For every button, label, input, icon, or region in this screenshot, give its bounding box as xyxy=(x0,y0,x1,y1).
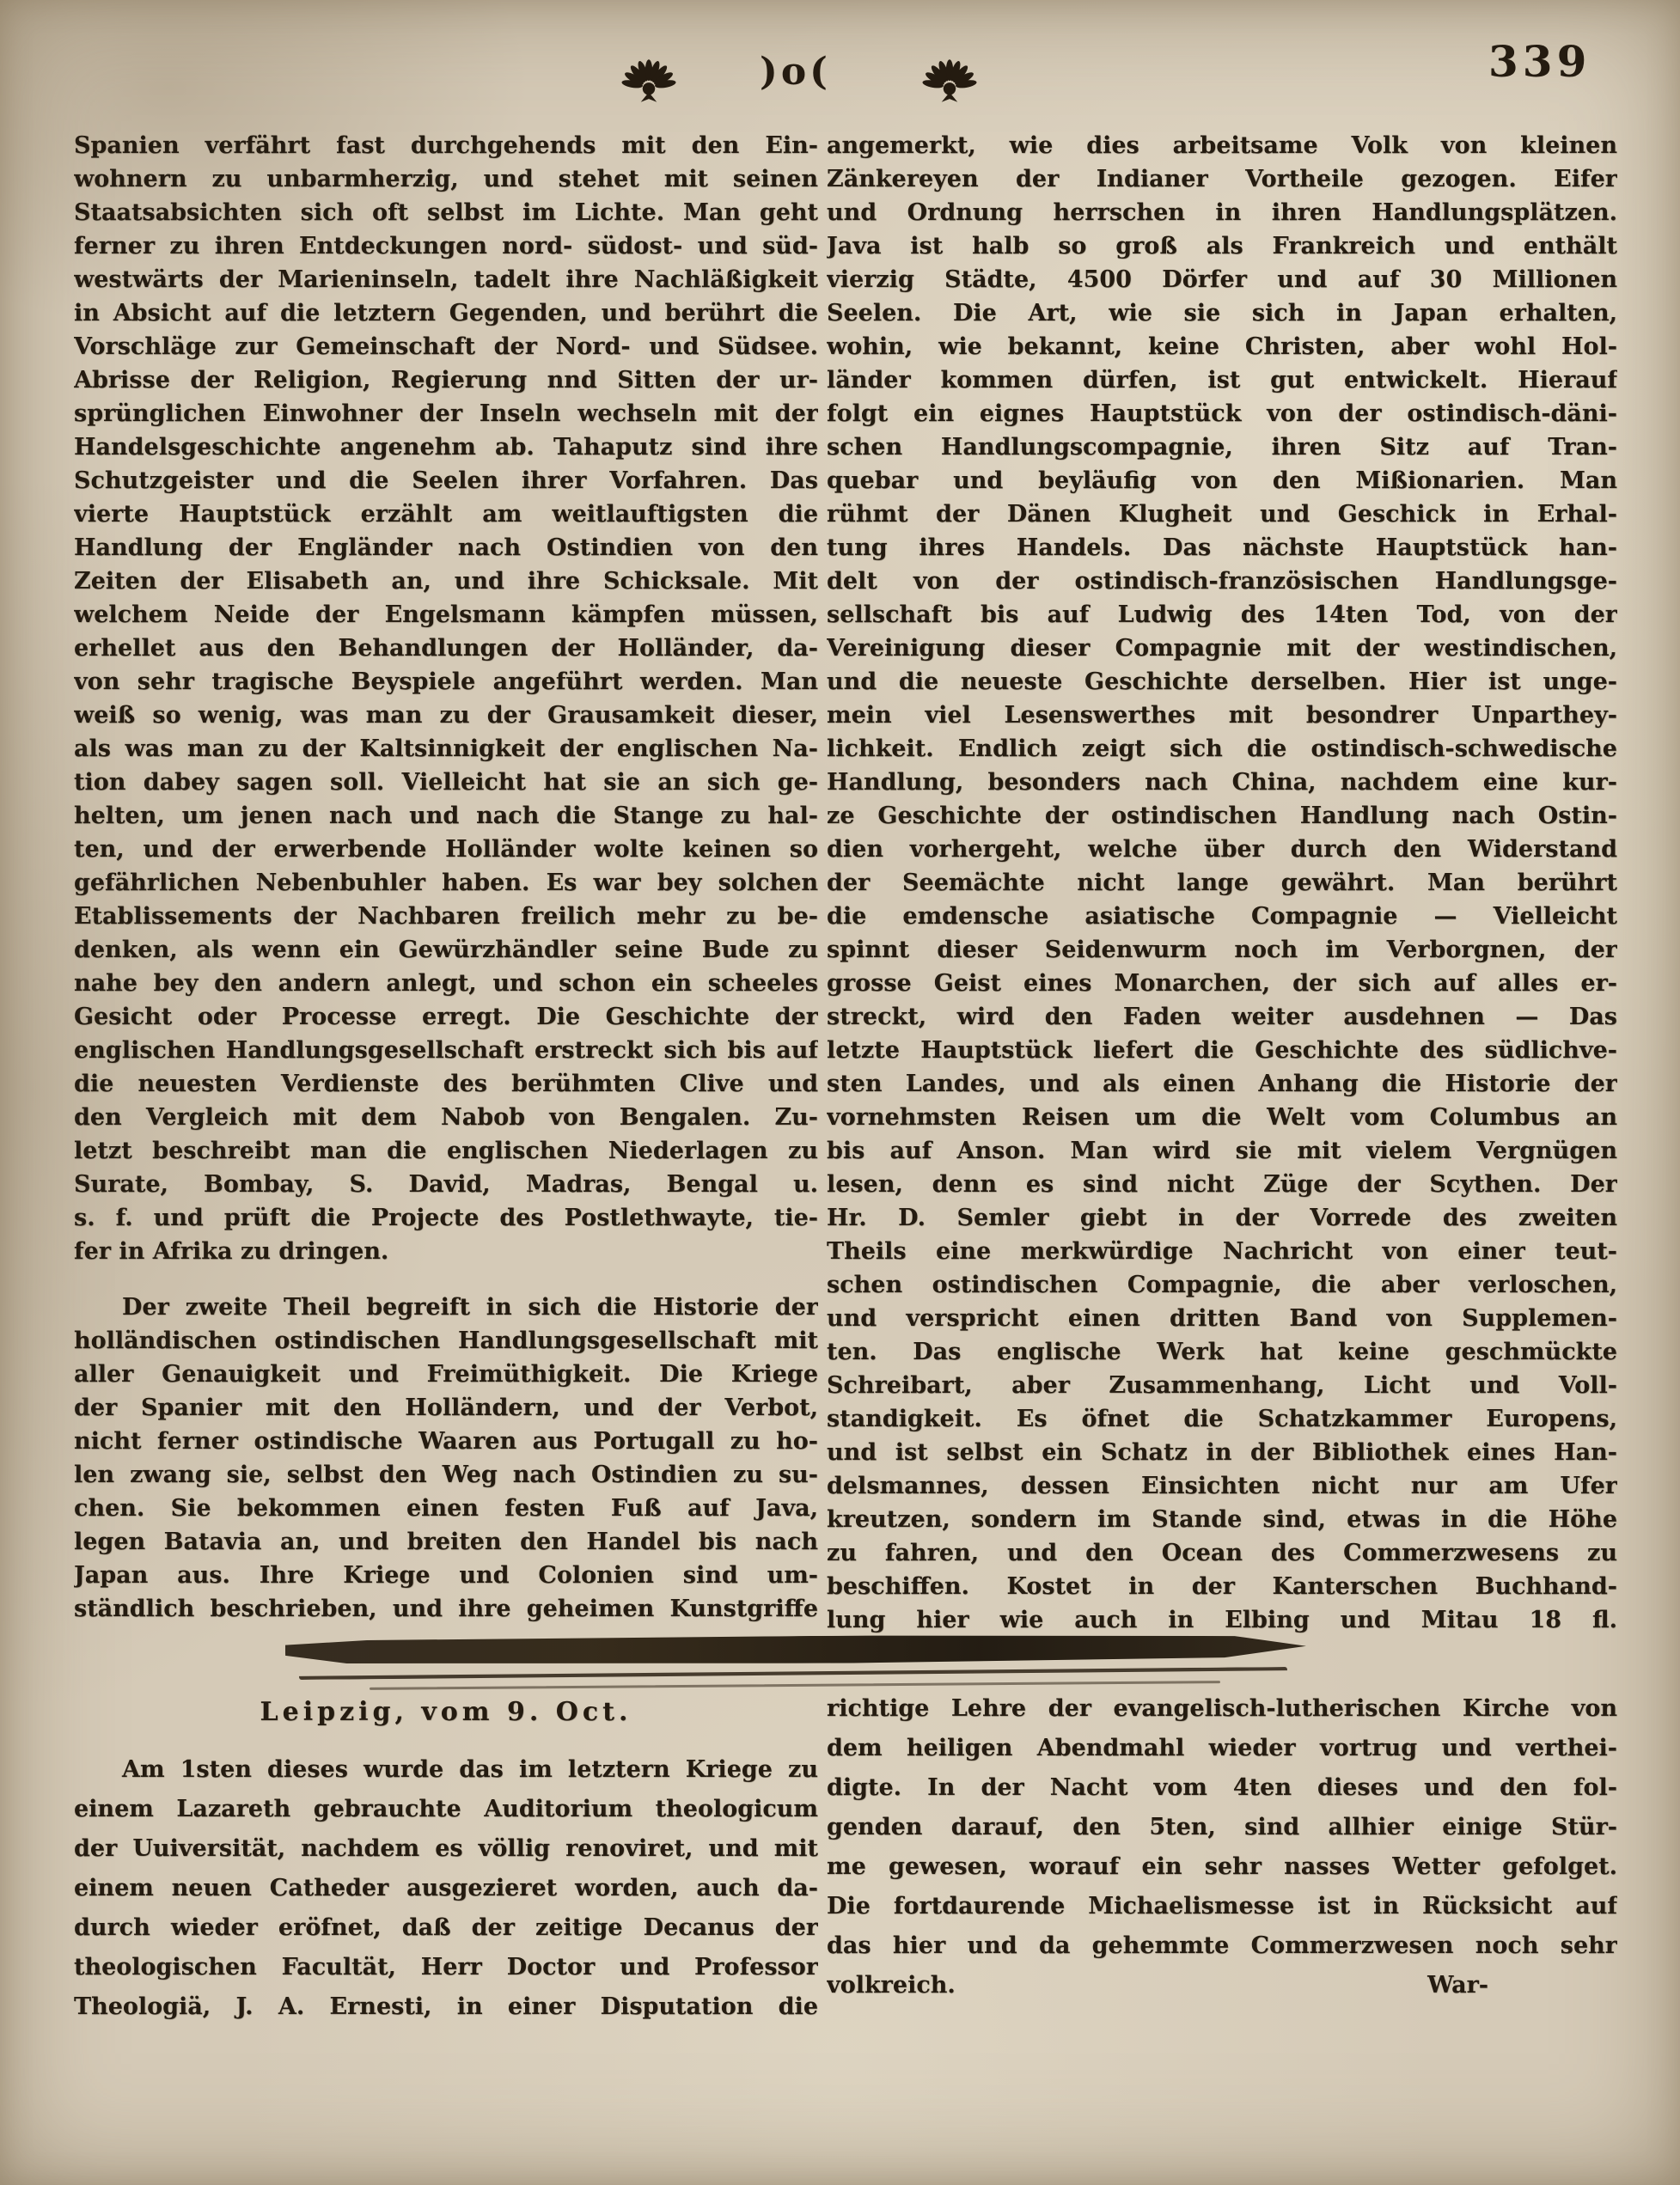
text-line xyxy=(74,1268,818,1291)
text-line: letzt beschreibt man die englischen Niederlagen zu xyxy=(74,1138,818,1164)
text-line: Vorschläge zur Gemeinschaft der Nord- und Südsee. xyxy=(74,333,818,360)
page-header xyxy=(0,36,1680,125)
text-line: erhellet aus den Behandlungen der Holländer, da- xyxy=(74,635,818,662)
page-number: 339 xyxy=(1488,36,1591,87)
text-line: quebar und beyläufig von den Mißionarien. Man xyxy=(827,467,1617,494)
text-line: welchem Neide der Engelsmann kämpfen müssen, xyxy=(74,601,818,628)
text-line: Die fortdaurende Michaelismesse ist in Rücksicht auf xyxy=(827,1893,1617,1920)
text-fragment: volkreich. xyxy=(827,1972,956,1999)
text-line: helten, um jenen nach und nach die Stange zu hal- xyxy=(74,803,818,829)
text-line: Schreibart, aber Zusammenhang, Licht und Voll- xyxy=(827,1372,1617,1399)
text-line: Staatsabsichten sich oft selbst im Lichte. Man geht xyxy=(74,199,818,226)
text-line: Gesicht oder Processe erregt. Die Geschichte der xyxy=(74,1004,818,1030)
text-line: einem neuen Catheder ausgezieret worden, auch da- xyxy=(74,1875,818,1901)
text-line: den Vergleich mit dem Nabob von Bengalen. Zu- xyxy=(74,1104,818,1131)
text-line: schen Handlungscompagnie, ihren Sitz auf Tran- xyxy=(827,434,1617,461)
text-line: legen Batavia an, und breiten den Handel bis nach xyxy=(74,1529,818,1555)
text-line: tung ihres Handels. Das nächste Hauptstück han- xyxy=(827,534,1617,561)
text-line: und ist selbst ein Schatz in der Bibliothek eines Han- xyxy=(827,1439,1617,1466)
text-line: vornehmsten Reisen um die Welt vom Columbus an xyxy=(827,1104,1617,1131)
text-line: sten Landes, und als einen Anhang die Historie der xyxy=(827,1071,1617,1097)
text-line: als was man zu der Kaltsinnigkeit der englischen Na- xyxy=(74,735,818,762)
text-line: ferner zu ihren Entdeckungen nord- südost- und süd- xyxy=(74,233,818,259)
text-line: sprünglichen Einwohner der Inseln wechseln mit der xyxy=(74,400,818,427)
news-right-column xyxy=(827,1689,1617,2005)
text-line: letzte Hauptstück liefert die Geschichte des südlichve- xyxy=(827,1037,1617,1064)
text-line: Handlung der Engländer nach Ostindien von den xyxy=(74,534,818,561)
text-line: Schutzgeister und die Seelen ihrer Vorfahren. Das xyxy=(74,467,818,494)
text-line: rühmt der Dänen Klugheit und Geschick in Erhal- xyxy=(827,501,1617,528)
text-line: lesen, denn es sind nicht Züge der Scythen. Der xyxy=(827,1171,1617,1198)
text-line: und die neueste Geschichte derselben. Hier ist unge- xyxy=(827,668,1617,695)
news-left-column xyxy=(74,1697,818,2027)
text-line: in Absicht auf die letztern Gegenden, und berührt die xyxy=(74,300,818,327)
text-line: fer in Afrika zu dringen. xyxy=(74,1238,389,1265)
text-line: folgt ein eignes Hauptstück von der ostindisch-däni- xyxy=(827,400,1617,427)
text-line: Am 1sten dieses wurde das im letztern Kriege zu xyxy=(122,1756,818,1783)
review-left-column xyxy=(74,129,818,1626)
header-separator: )o( xyxy=(760,50,831,94)
text-line: chen. Sie bekommen einen festen Fuß auf Java, xyxy=(74,1495,818,1522)
text-line: tion dabey sagen soll. Vielleicht hat sie an sich ge- xyxy=(74,769,818,796)
catchword: War- xyxy=(1427,1972,1488,1999)
text-line: mein viel Lesenswerthes mit besondrer Unparthey- xyxy=(827,702,1617,729)
text-line: Der zweite Theil begreift in sich die Historie der xyxy=(122,1294,818,1321)
text-line: der Uuiversität, nachdem es völlig renoviret, und mit xyxy=(74,1835,818,1862)
text-line: das hier und da gehemmte Commerzwesen noch sehr xyxy=(827,1932,1617,1959)
text-line: einem Lazareth gebrauchte Auditorium theologicum xyxy=(74,1796,818,1822)
text-line: wohnern zu unbarmherzig, und stehet mit seinen xyxy=(74,166,818,192)
text-line: sellschaft bis auf Ludwig des 14ten Tod, von der xyxy=(827,601,1617,628)
text-line: beschiffen. Kostet in der Kanterschen Buchhand- xyxy=(827,1573,1617,1600)
text-line: Spanien verfährt fast durchgehends mit den Ein- xyxy=(74,132,818,159)
text-line: bis auf Anson. Man wird sie mit vielem Vergnügen xyxy=(827,1138,1617,1164)
text-line: Surate, Bombay, S. David, Madras, Bengal u. xyxy=(74,1171,818,1198)
news-dateline-heading: Leipzig, vom 9. Oct. xyxy=(260,1697,632,1727)
text-line: und Ordnung herrschen in ihren Handlungsplätzen. xyxy=(827,199,1617,226)
shell-fleuron-icon xyxy=(921,57,978,105)
text-line: Abrisse der Religion, Regierung nnd Sitten der ur- xyxy=(74,367,818,394)
text-line: wohin, wie bekannt, keine Christen, aber wohl Hol- xyxy=(827,333,1617,360)
text-line: richtige Lehre der evangelisch-lutherischen Kirche von xyxy=(827,1695,1617,1722)
text-line: und verspricht einen dritten Band von Supplemen- xyxy=(827,1305,1617,1332)
shell-fleuron-icon xyxy=(620,57,677,105)
text-line: von sehr tragische Beyspiele angeführt werden. Man xyxy=(74,668,818,695)
text-line: länder kommen dürfen, ist gut entwickelt. Hierauf xyxy=(827,367,1617,394)
text-line: Zänkereyen der Indianer Vortheile gezogen. Eifer xyxy=(827,166,1617,192)
text-line: Japan aus. Ihre Kriege und Colonien sind um- xyxy=(74,1562,818,1589)
text-line: die emdensche asiatische Compagnie — Vielleicht xyxy=(827,903,1617,930)
text-line: lung hier wie auch in Elbing und Mitau 18 fl. xyxy=(827,1607,1617,1633)
text-line: ten. Das englische Werk hat keine geschmückte xyxy=(827,1339,1617,1365)
text-line: Etablissements der Nachbaren freilich mehr zu be- xyxy=(74,903,818,930)
text-line: len zwang sie, selbst den Weg nach Ostindien zu su- xyxy=(74,1462,818,1488)
text-line: der Spanier mit den Holländern, und der Verbot, xyxy=(74,1395,818,1421)
text-line: der Seemächte nicht lange gewährt. Man berührt xyxy=(827,870,1617,896)
text-line: standigkeit. Es öfnet die Schatzkammer Europens, xyxy=(827,1406,1617,1432)
text-line: Java ist halb so groß als Frankreich und enthält xyxy=(827,233,1617,259)
text-line: theologischen Facultät, Herr Doctor und Professor xyxy=(74,1954,818,1981)
text-line: die neuesten Verdienste des berühmten Clive und xyxy=(74,1071,818,1097)
text-line-with-catchword xyxy=(827,1966,1617,2005)
text-line: vierzig Städte, 4500 Dörfer und auf 30 Millionen xyxy=(827,266,1617,293)
text-line: dem heiligen Abendmahl wieder vortrug und verthei- xyxy=(827,1735,1617,1761)
text-line: digte. In der Nacht vom 4ten dieses und den fol- xyxy=(827,1774,1617,1801)
text-line: nahe bey den andern anlegt, und schon ein scheeles xyxy=(74,970,818,997)
text-line: streckt, wird den Faden weiter ausdehnen — Das xyxy=(827,1004,1617,1030)
text-line: aller Genauigkeit und Freimüthigkeit. Die Kriege xyxy=(74,1361,818,1388)
divider-rule xyxy=(299,1667,1287,1680)
text-line: denken, als wenn ein Gewürzhändler seine Bude zu xyxy=(74,937,818,963)
ink-smear-rule xyxy=(285,1633,1306,1666)
review-right-column xyxy=(827,129,1617,1637)
text-line: gefährlichen Nebenbuhler haben. Es war bey solchen xyxy=(74,870,818,896)
text-line: Handlung, besonders nach China, nachdem eine kur- xyxy=(827,769,1617,796)
text-line: delt von der ostindisch-französischen Handlungsge- xyxy=(827,568,1617,595)
text-line: kreutzen, sondern im Stande sind, etwas in die Höhe xyxy=(827,1506,1617,1533)
text-line: westwärts der Marieninseln, tadelt ihre Nachläßigkeit xyxy=(74,266,818,293)
news-left-lines xyxy=(74,1750,818,2027)
text-line: durch wieder eröfnet, daß der zeitige Decanus der xyxy=(74,1914,818,1941)
text-line: ze Geschichte der ostindischen Handlung nach Ostin- xyxy=(827,803,1617,829)
text-line: lichkeit. Endlich zeigt sich die ostindisch-schwedische xyxy=(827,735,1617,762)
text-line: delsmannes, dessen Einsichten nicht nur am Ufer xyxy=(827,1473,1617,1499)
text-line: Theologiä, J. A. Ernesti, in einer Disputation die xyxy=(74,1993,818,2020)
text-line: schen ostindischen Compagnie, die aber verloschen, xyxy=(827,1272,1617,1298)
text-line: dien vorhergeht, welche über durch den Widerstand xyxy=(827,836,1617,863)
text-line: me gewesen, worauf ein sehr nasses Wetter gefolget. xyxy=(827,1853,1617,1880)
text-line: spinnt dieser Seidenwurm noch im Verborgnen, der xyxy=(827,937,1617,963)
text-line: nicht ferner ostindische Waaren aus Portugall zu ho- xyxy=(74,1428,818,1455)
text-line: ten, und der erwerbende Holländer wolte keinen so xyxy=(74,836,818,863)
text-line: weiß so wenig, was man zu der Grausamkeit dieser, xyxy=(74,702,818,729)
text-line: vierte Hauptstück erzählt am weitlauftigsten die xyxy=(74,501,818,528)
text-line: holländischen ostindischen Handlungsgesellschaft mit xyxy=(74,1327,818,1354)
text-line: Vereinigung dieser Compagnie mit der westindischen, xyxy=(827,635,1617,662)
text-line: englischen Handlungsgesellschaft erstreckt sich bis auf xyxy=(74,1037,818,1064)
text-line: Handelsgeschichte angenehm ab. Tahaputz sind ihre xyxy=(74,434,818,461)
text-line: s. f. und prüft die Projecte des Postlethwayte, tie- xyxy=(74,1205,818,1231)
text-line: Zeiten der Elisabeth an, und ihre Schicksale. Mit xyxy=(74,568,818,595)
text-line: ständlich beschrieben, und ihre geheimen Kunstgriffe xyxy=(74,1596,818,1622)
text-line: Hr. D. Semler giebt in der Vorrede des zweiten xyxy=(827,1205,1617,1231)
text-line: Theils eine merkwürdige Nachricht von einer teut- xyxy=(827,1238,1617,1265)
text-line: genden darauf, den 5ten, sind allhier einige Stür- xyxy=(827,1814,1617,1840)
text-line: angemerkt, wie dies arbeitsame Volk von kleinen xyxy=(827,132,1617,159)
text-line: Seelen. Die Art, wie sie sich in Japan erhalten, xyxy=(827,300,1617,327)
text-line: zu fahren, und den Ocean des Commerzwesens zu xyxy=(827,1540,1617,1566)
text-line: grosse Geist eines Monarchen, der sich auf alles er- xyxy=(827,970,1617,997)
